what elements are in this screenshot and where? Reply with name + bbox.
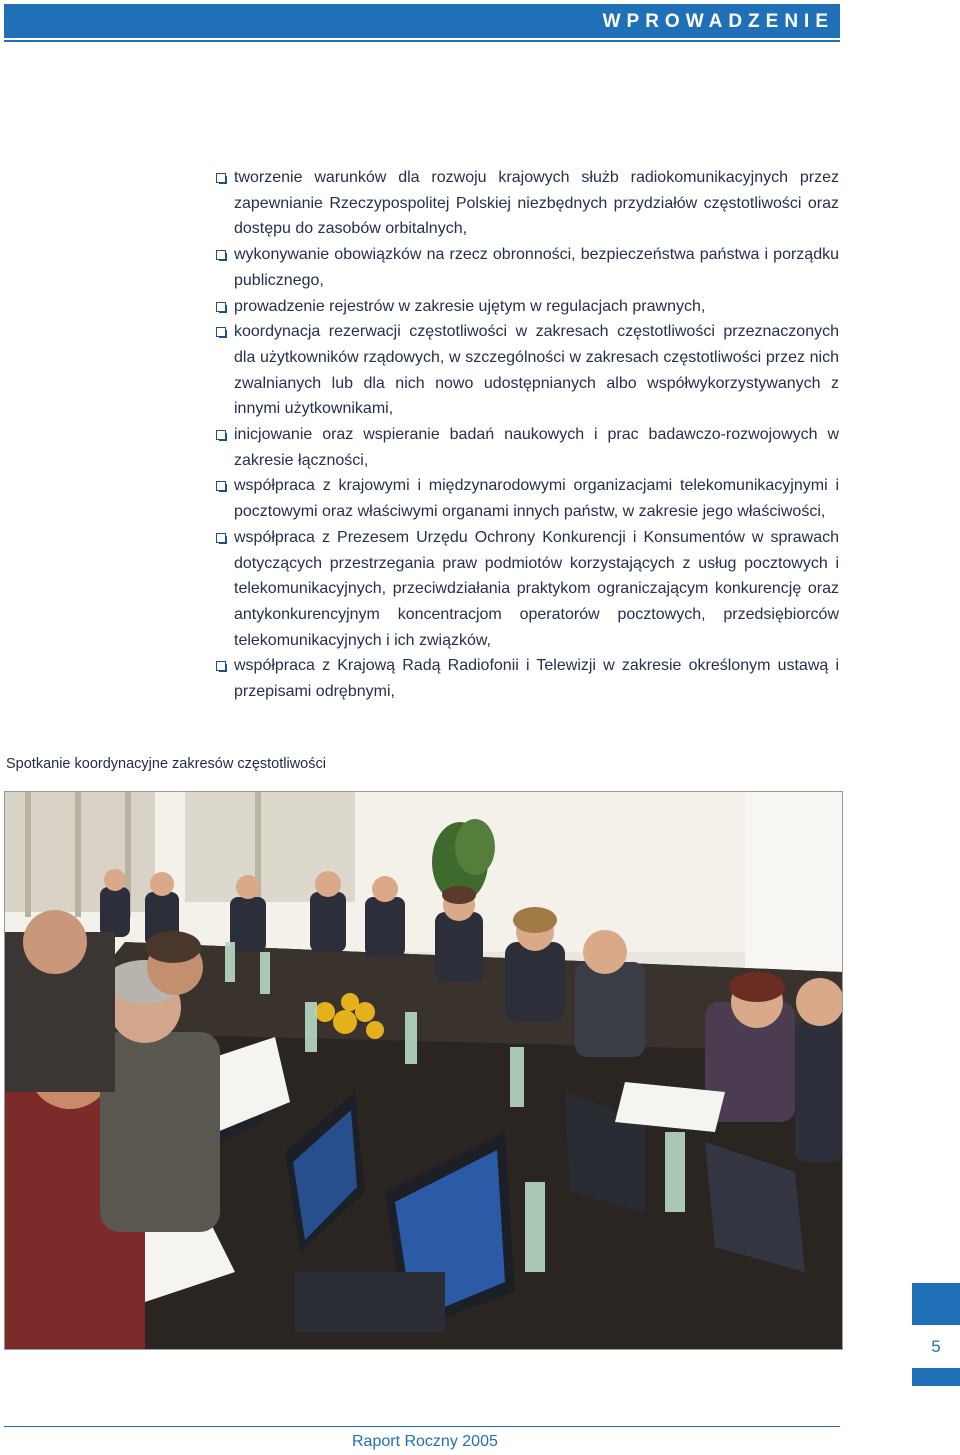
checkbox-bullet-icon [216,250,226,260]
list-item-text: współpraca z Krajową Radą Radiofonii i Telewizji w zakresie określonym ustawą i przepisami odrębnymi, [234,657,839,701]
header-rule [4,40,840,42]
list-item [216,242,839,293]
bullet-list [216,165,839,705]
checkbox-bullet-icon [216,173,226,183]
page-tab-bottom [912,1368,960,1386]
section-title: WPROWADZENIE [602,11,834,32]
page-number: 5 [912,1327,960,1367]
list-item [216,319,839,422]
page-tab [912,1283,960,1325]
list-item-text: współpraca z krajowymi i międzynarodowymi organizacjami telekomunikacyjnymi i pocztowymi oraz właściwymi organami innych państw, w zakresie jego właściwości, [234,477,839,521]
list-item-text: inicjowanie oraz wspieranie badań naukowych i prac badawczo-rozwojowych w zakresie łączności, [234,426,839,469]
list-item [216,165,839,242]
checkbox-bullet-icon [216,533,226,543]
list-item-text: koordynacja rezerwacji częstotliwości w zakresach częstotliwości przeznaczonych dla użytkowników rządowych, w szczególności w zakresach częstotliwości przez nich zwalnianych lub dla nich nowo udostępnianych albo współwykorzystywanych z innymi użytkownikami, [234,323,839,418]
list-item-text: tworzenie warunków dla rozwoju krajowych służb radiokomunikacyjnych przez zapewnianie Rzeczypospolitej Polskiej niezbędnych przydziałów częstotliwości oraz dostępu do zasobów orbitalnych, [234,169,839,238]
photo-caption: Spotkanie koordynacyjne zakresów częstotliwości [6,756,326,772]
list-item [216,653,839,704]
list-item [216,525,839,654]
footer-rule [4,1426,840,1427]
meeting-photo [4,791,843,1350]
footer-title: Raport Roczny 2005 [352,1433,498,1450]
header-bar [4,4,840,38]
list-item-text: współpraca z Prezesem Urzędu Ochrony Konkurencji i Konsumentów w sprawach dotyczących przestrzegania praw podmiotów korzystających z usług pocztowych i telekomunikacyjnych, przeciwdziałania praktykom ograniczającym konkurencję oraz antykonkurencyjnym koncentracjom operatorów pocztowych, przedsiębiorców telekomunikacyjnych i ich związków, [234,528,839,649]
checkbox-bullet-icon [216,481,226,491]
checkbox-bullet-icon [216,661,226,671]
list-item [216,294,839,320]
checkbox-bullet-icon [216,327,226,337]
list-item [216,422,839,473]
list-item-text: prowadzenie rejestrów w zakresie ujętym w regulacjach prawnych, [234,297,706,315]
checkbox-bullet-icon [216,302,226,312]
list-item [216,473,839,524]
list-item-text: wykonywanie obowiązków na rzecz obronności, bezpieczeństwa państwa i porządku publicznego, [234,246,839,289]
checkbox-bullet-icon [216,430,226,440]
